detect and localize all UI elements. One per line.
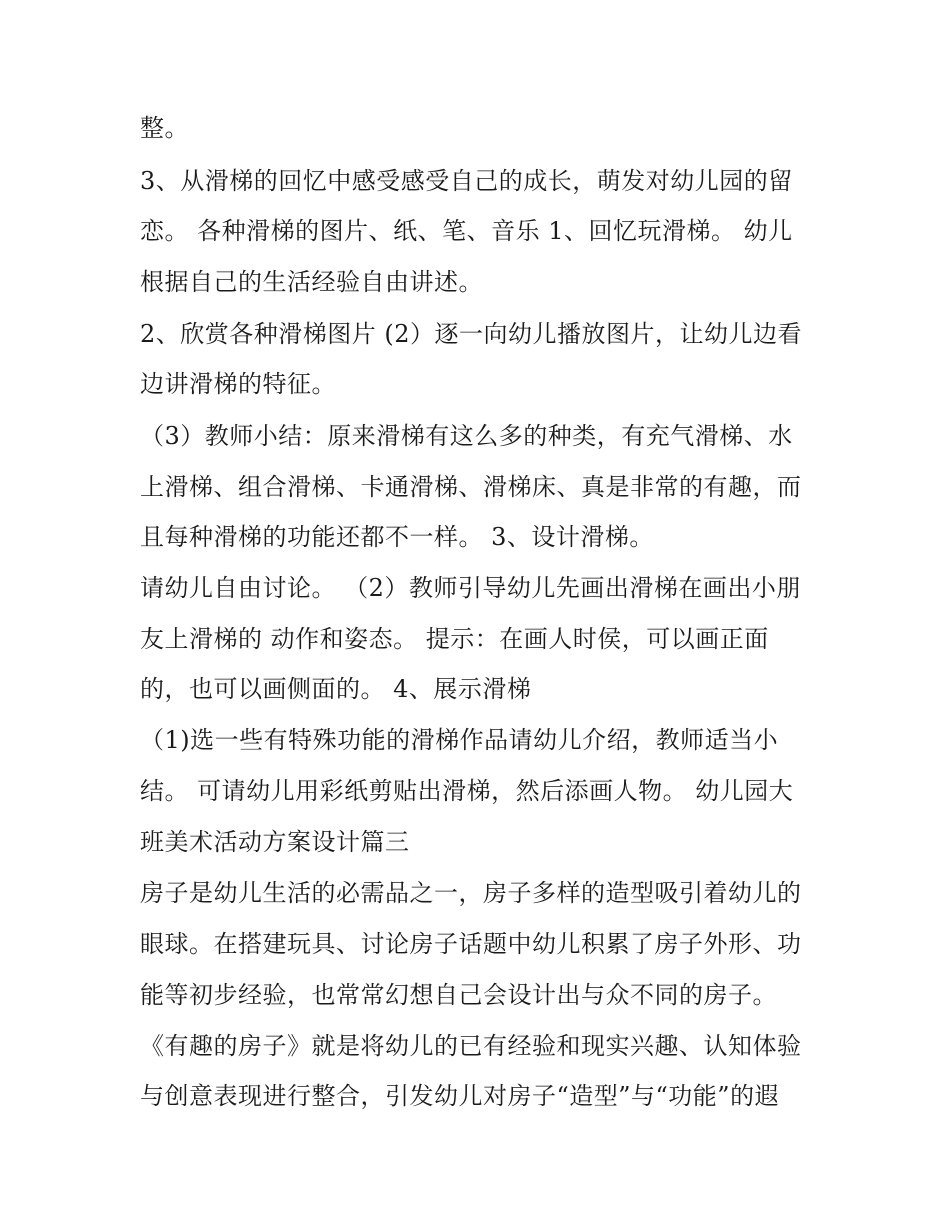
text-line-13: （1)选一些有特殊功能的滑梯作品请幼儿介绍，教师适当小 — [140, 726, 779, 754]
text-line-18: 能等初步经验，也常常幻想自己会设计出与众不同的房子。 — [140, 981, 777, 1009]
text-line-16: 房子是幼儿生活的必需品之一，房子多样的造型吸引着幼儿的 — [140, 879, 802, 907]
text-line-4: 根据自己的生活经验自由讲述。 — [140, 268, 483, 296]
text-line-14: 结。 可请幼儿用彩纸剪贴出滑梯，然后添画人物。 幼儿园大 — [140, 777, 794, 805]
text-line-15: 班美术活动方案设计篇三 — [140, 828, 410, 856]
text-line-19: 《有趣的房子》就是将幼儿的已有经验和现实兴趣、认知体验 — [140, 1032, 802, 1060]
text-line-20: 与创意表现进行整合，引发幼儿对房子“造型”与“功能”的遐 — [140, 1082, 780, 1110]
text-line-1: 整。 — [140, 114, 189, 142]
text-line-7: （3）教师小结：原来滑梯有这么多的种类，有充气滑梯、水 — [140, 422, 793, 450]
text-line-5: 2、欣赏各种滑梯图片 (2）逐一向幼儿播放图片，让幼儿边看 — [140, 320, 803, 348]
text-line-2: 3、从滑梯的回忆中感受感受自己的成长，萌发对幼儿园的留 — [140, 167, 793, 195]
text-line-8: 上滑梯、组合滑梯、卡通滑梯、滑梯床、真是非常的有趣，而 — [140, 473, 802, 501]
text-line-17: 眼球。在搭建玩具、讨论房子话题中幼儿积累了房子外形、功 — [140, 930, 802, 958]
text-line-11: 友上滑梯的 动作和姿态。 提示：在画人时侯，可以画正面 — [140, 625, 769, 653]
text-line-12: 的，也可以画侧面的。 4、展示滑梯 — [140, 675, 532, 703]
text-line-3: 恋。 各种滑梯的图片、纸、笔、音乐 1、回忆玩滑梯。 幼儿 — [140, 217, 793, 245]
text-line-9: 且每种滑梯的功能还都不一样。 3、设计滑梯。 — [140, 523, 654, 551]
text-line-10: 请幼儿自由讨论。 （2）教师引导幼儿先画出滑梯在画出小朋 — [140, 574, 801, 602]
text-line-6: 边讲滑梯的特征。 — [140, 370, 336, 398]
